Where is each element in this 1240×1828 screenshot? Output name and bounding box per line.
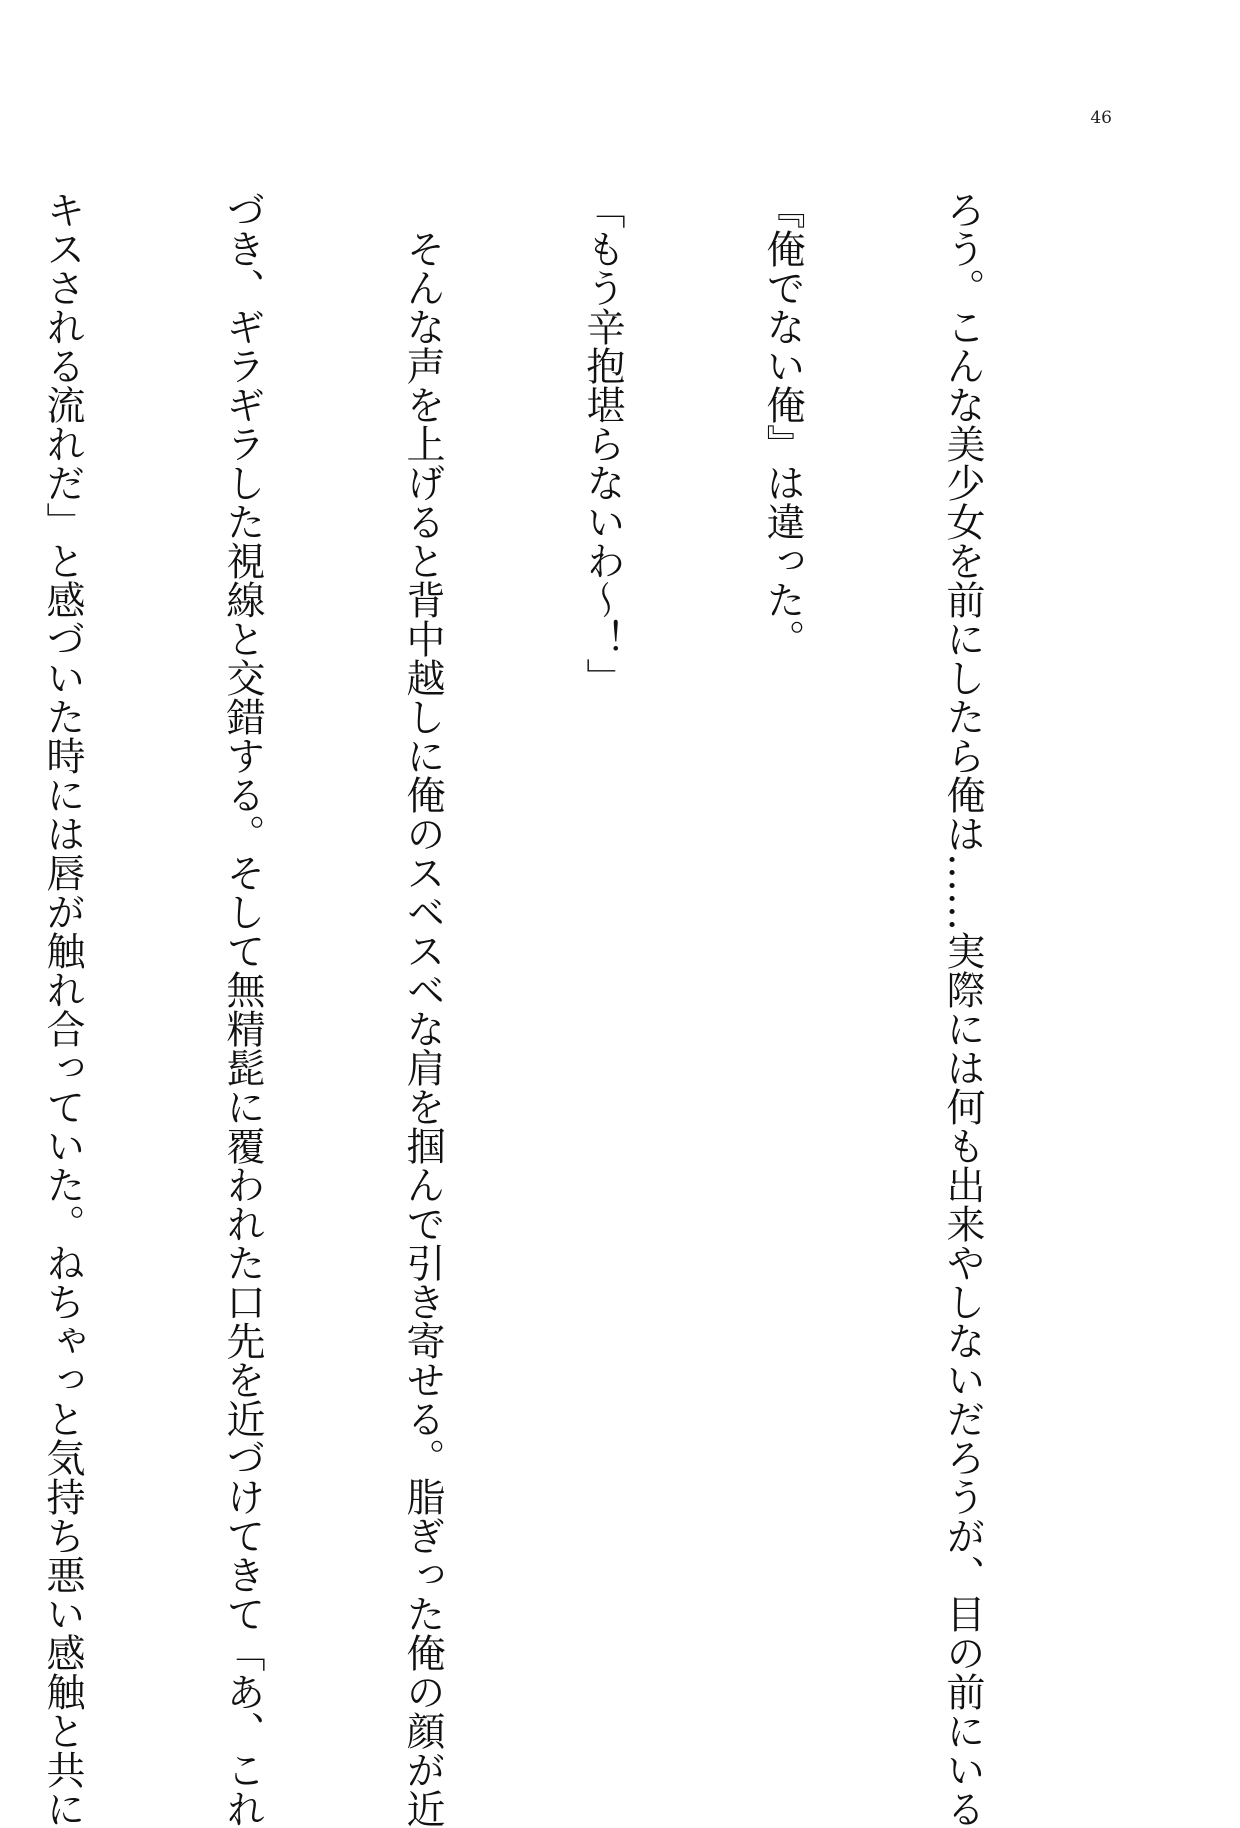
text-line: づき、ギラギラした視線と交錯する。そして無精髭に覆われた口先を近づけてきて「あ、これ bbox=[220, 190, 265, 1828]
novel-text-body bbox=[0, 190, 1112, 1828]
page-number: 46 bbox=[1090, 108, 1112, 128]
text-line: キスされる流れだ」と感づいた時には唇が触れ合っていた。ねちゃっと気持ち悪い感触と共に bbox=[40, 190, 85, 1828]
text-line: 「もう辛抱堪らないわ〜！」 bbox=[580, 190, 625, 697]
text-line: ろう。こんな美少女を前にしたら俺は……実際には何も出来やしないだろうが、目の前にいる bbox=[940, 190, 985, 1828]
text-line: そんな声を上げると背中越しに俺のスベスベな肩を掴んで引き寄せる。脂ぎった俺の顔が近 bbox=[400, 190, 445, 1828]
text-line: 『俺でない俺』は違った。 bbox=[760, 190, 805, 658]
